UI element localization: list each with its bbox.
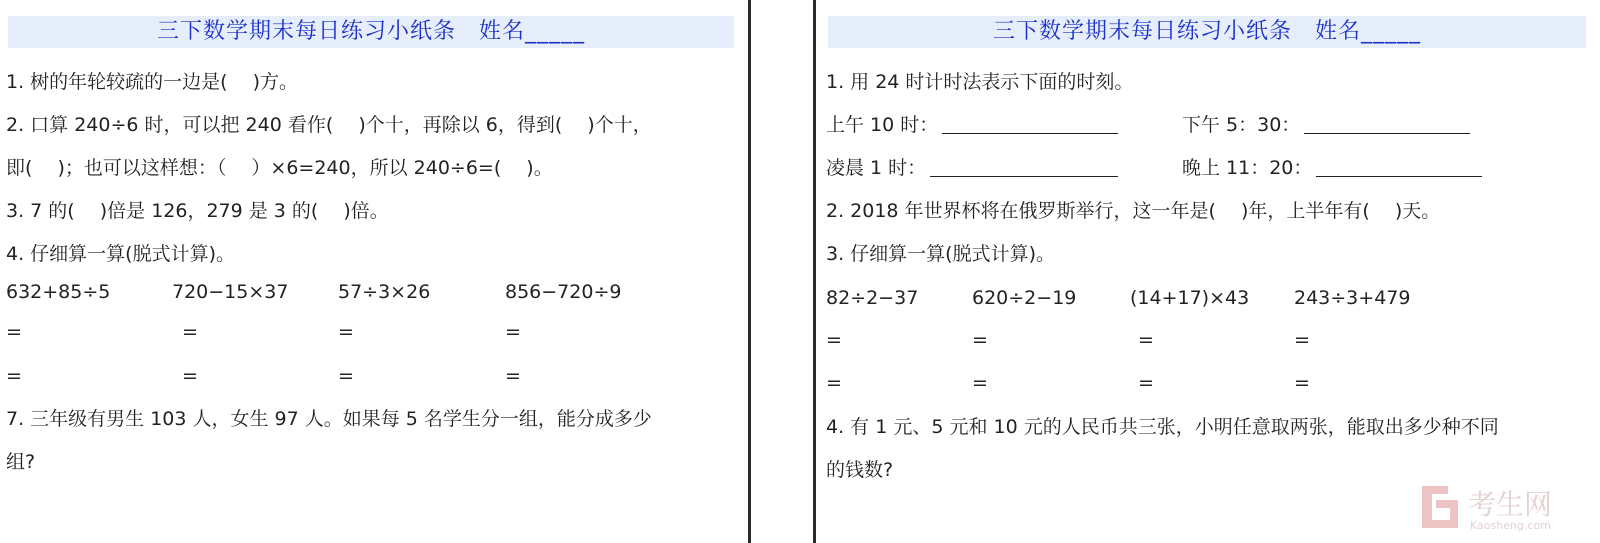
- right-equals-sign: =: [1138, 329, 1154, 351]
- right-equals-sign: =: [972, 329, 988, 351]
- right-expression-3: (14+17)×43: [1130, 287, 1250, 309]
- answer-blank: [930, 156, 1118, 177]
- right-time-1-label: 上午 10 时：: [826, 114, 939, 136]
- left-question-2-line-1: 2. 口算 240÷6 时，可以把 240 看作( )个十，再除以 6，得到( )个十，: [6, 114, 652, 136]
- right-expression-2: 620÷2−19: [972, 287, 1077, 309]
- left-question-4: 4. 仔细算一算(脱式计算)。: [6, 243, 235, 265]
- left-question-3: 3. 7 的( )倍是 126，279 是 3 的( )倍。: [6, 200, 389, 222]
- right-equals-sign: =: [1294, 372, 1310, 394]
- left-equals-sign: =: [338, 321, 354, 343]
- left-equals-sign: =: [182, 365, 198, 387]
- right-time-4: [1182, 154, 1482, 182]
- answer-blank: [1316, 156, 1482, 177]
- left-expression-1: 632+85÷5: [6, 281, 111, 303]
- left-question-7-line-1: 7. 三年级有男生 103 人，女生 97 人。如果每 5 名学生分一组，能分成多少: [6, 408, 652, 430]
- left-expression-3: 57÷3×26: [338, 281, 431, 303]
- right-time-4-label: 晚上 11：20：: [1182, 157, 1313, 179]
- left-question-7-line-2: 组?: [6, 451, 36, 473]
- watermark-url: Kaosheng.com: [1470, 519, 1551, 532]
- left-equals-sign: =: [338, 365, 354, 387]
- left-expression-2: 720−15×37: [172, 281, 289, 303]
- watermark-brand: 考生网: [1468, 488, 1553, 521]
- right-sheet-title: 三下数学期末每日练习小纸条 姓名_____: [828, 16, 1586, 48]
- left-equals-sign: =: [505, 365, 521, 387]
- right-equals-sign: =: [826, 372, 842, 394]
- right-time-1: [826, 111, 1118, 139]
- answer-blank: [1304, 113, 1470, 134]
- right-worksheet: [826, 0, 1600, 543]
- right-question-4-line-1: 4. 有 1 元、5 元和 10 元的人民币共三张，小明任意取两张，能取出多少种不同: [826, 416, 1499, 438]
- left-question-2-line-2: 即( )；也可以这样想：（ ）×6=240，所以 240÷6=( )。: [6, 157, 553, 179]
- kaosheng-logo-icon: [1422, 482, 1600, 532]
- right-time-2: [1182, 111, 1470, 139]
- center-divider-right: [813, 0, 816, 543]
- answer-blank: [942, 113, 1118, 134]
- left-sheet-title: 三下数学期末每日练习小纸条 姓名_____: [8, 16, 734, 48]
- left-question-1: 1. 树的年轮较疏的一边是( )方。: [6, 71, 299, 93]
- right-equals-sign: =: [826, 329, 842, 351]
- left-expression-4: 856−720÷9: [505, 281, 622, 303]
- kaosheng-watermark-logo: [1422, 482, 1600, 532]
- right-time-2-label: 下午 5：30：: [1182, 114, 1301, 136]
- right-equals-sign: =: [1138, 372, 1154, 394]
- left-equals-sign: =: [6, 321, 22, 343]
- left-equals-sign: =: [6, 365, 22, 387]
- right-equals-sign: =: [972, 372, 988, 394]
- right-time-3: [826, 154, 1118, 182]
- right-question-3: 3. 仔细算一算(脱式计算)。: [826, 243, 1055, 265]
- left-equals-sign: =: [505, 321, 521, 343]
- right-question-1: 1. 用 24 时计时法表示下面的时刻。: [826, 71, 1134, 93]
- right-question-2: 2. 2018 年世界杯将在俄罗斯举行，这一年是( )年，上半年有( )天。: [826, 200, 1441, 222]
- right-time-3-label: 凌晨 1 时：: [826, 157, 927, 179]
- right-question-4-line-2: 的钱数?: [826, 459, 894, 481]
- right-equals-sign: =: [1294, 329, 1310, 351]
- right-expression-1: 82÷2−37: [826, 287, 919, 309]
- left-equals-sign: =: [182, 321, 198, 343]
- left-worksheet: [0, 0, 760, 543]
- right-expression-4: 243÷3+479: [1294, 287, 1411, 309]
- center-divider-left: [748, 0, 751, 543]
